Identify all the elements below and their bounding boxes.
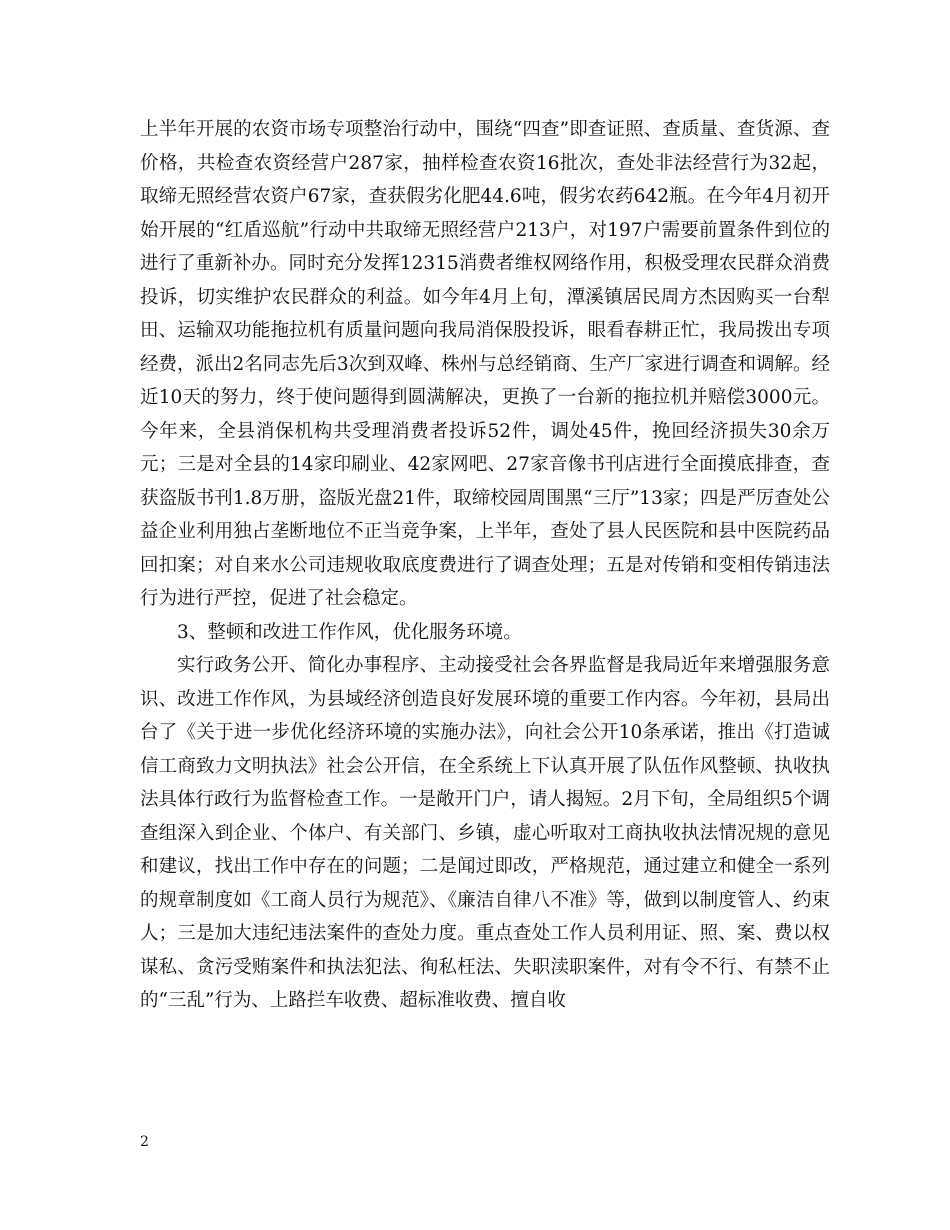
page-number: 2 [140, 1134, 149, 1150]
section-heading: 3、整顿和改进工作作风，优化服务环境。 [177, 621, 522, 643]
paragraph-1: 上半年开展的农资市场专项整治行动中，围绕“四查”即查证照、查质量、查货源、查价格，共检查农资经营户287家，抽样检查农资16批次，查处非法经营行为32起，取缔无照经营农资户67家，查获假劣化肥44.6吨，假劣农药642瓶。在今年4月初开始开展的“红盾巡航”行动中共取缔无照经营户213户，对197户需要前置条件到位的进行了重新补办。同时充分发挥12315消费者维权网络作用，积极受理农民群众消费投诉，切实维护农民群众的利益。如今年4月上旬，潭溪镇居民周方杰因购买一台犁田、运输双功能拖拉机有质量问题向我局消保股投诉，眼看春耕正忙，我局拨出专项经费，派出2名同志先后3次到双峰、株州与总经销商、生产厂家进行调查和调解。经近10天的努力，终于使问题得到圆满解决，更换了一台新的拖拉机并赔偿3000元。今年来，全县消保机构共受理消费者投诉52件，调处45件，挽回经济损失30余万元；三是对全县的14家印刷业、42家网吧、27家音像书刊店进行全面摸底排查，查获盗版书刊1.8万册，盗版光盘21件，取缔校园周围黑“三厅”13家；四是严厉查处公益企业利用独占垄断地位不正当竞争案，上半年，查处了县人民医院和县中医院药品回扣案；对自来水公司违规收取底度费进行了调查处理；五是对传销和变相传销违法行为进行严控，促进了社会稳定。 [140, 119, 830, 609]
paragraph-3: 实行政务公开、简化办事程序、主动接受社会各界监督是我局近年来增强服务意识、改进工作作风，为县域经济创造良好发展环境的重要工作内容。今年初，县局出台了《关于进一步优化经济环境的实施办法》，向社会公开10条承诺，推出《打造诚信工商致力文明执法》社会公开信，在全系统上下认真开展了队伍作风整顿、执收执法具体行政行为监督检查工作。一是敞开门户，请人揭短。2月下旬，全局组织5个调查组深入到企业、个体户、有关部门、乡镇，虚心听取对工商执收执法情况规的意见和建议，找出工作中存在的问题；二是闻过即改，严格规范，通过建立和健全一系列的规章制度如《工商人员行为规范》、《廉洁自律八不准》等，做到以制度管人、约束人；三是加大违纪违法案件的查处力度。重点查处工作人员利用证、照、案、费以权谋私、贪污受贿案件和执法犯法、徇私枉法、失职渎职案件，对有令不行、有禁不止的“三乱”行为、上路拦车收费、超标准收费、擅自收 [140, 655, 830, 1011]
body-text [140, 113, 830, 1018]
